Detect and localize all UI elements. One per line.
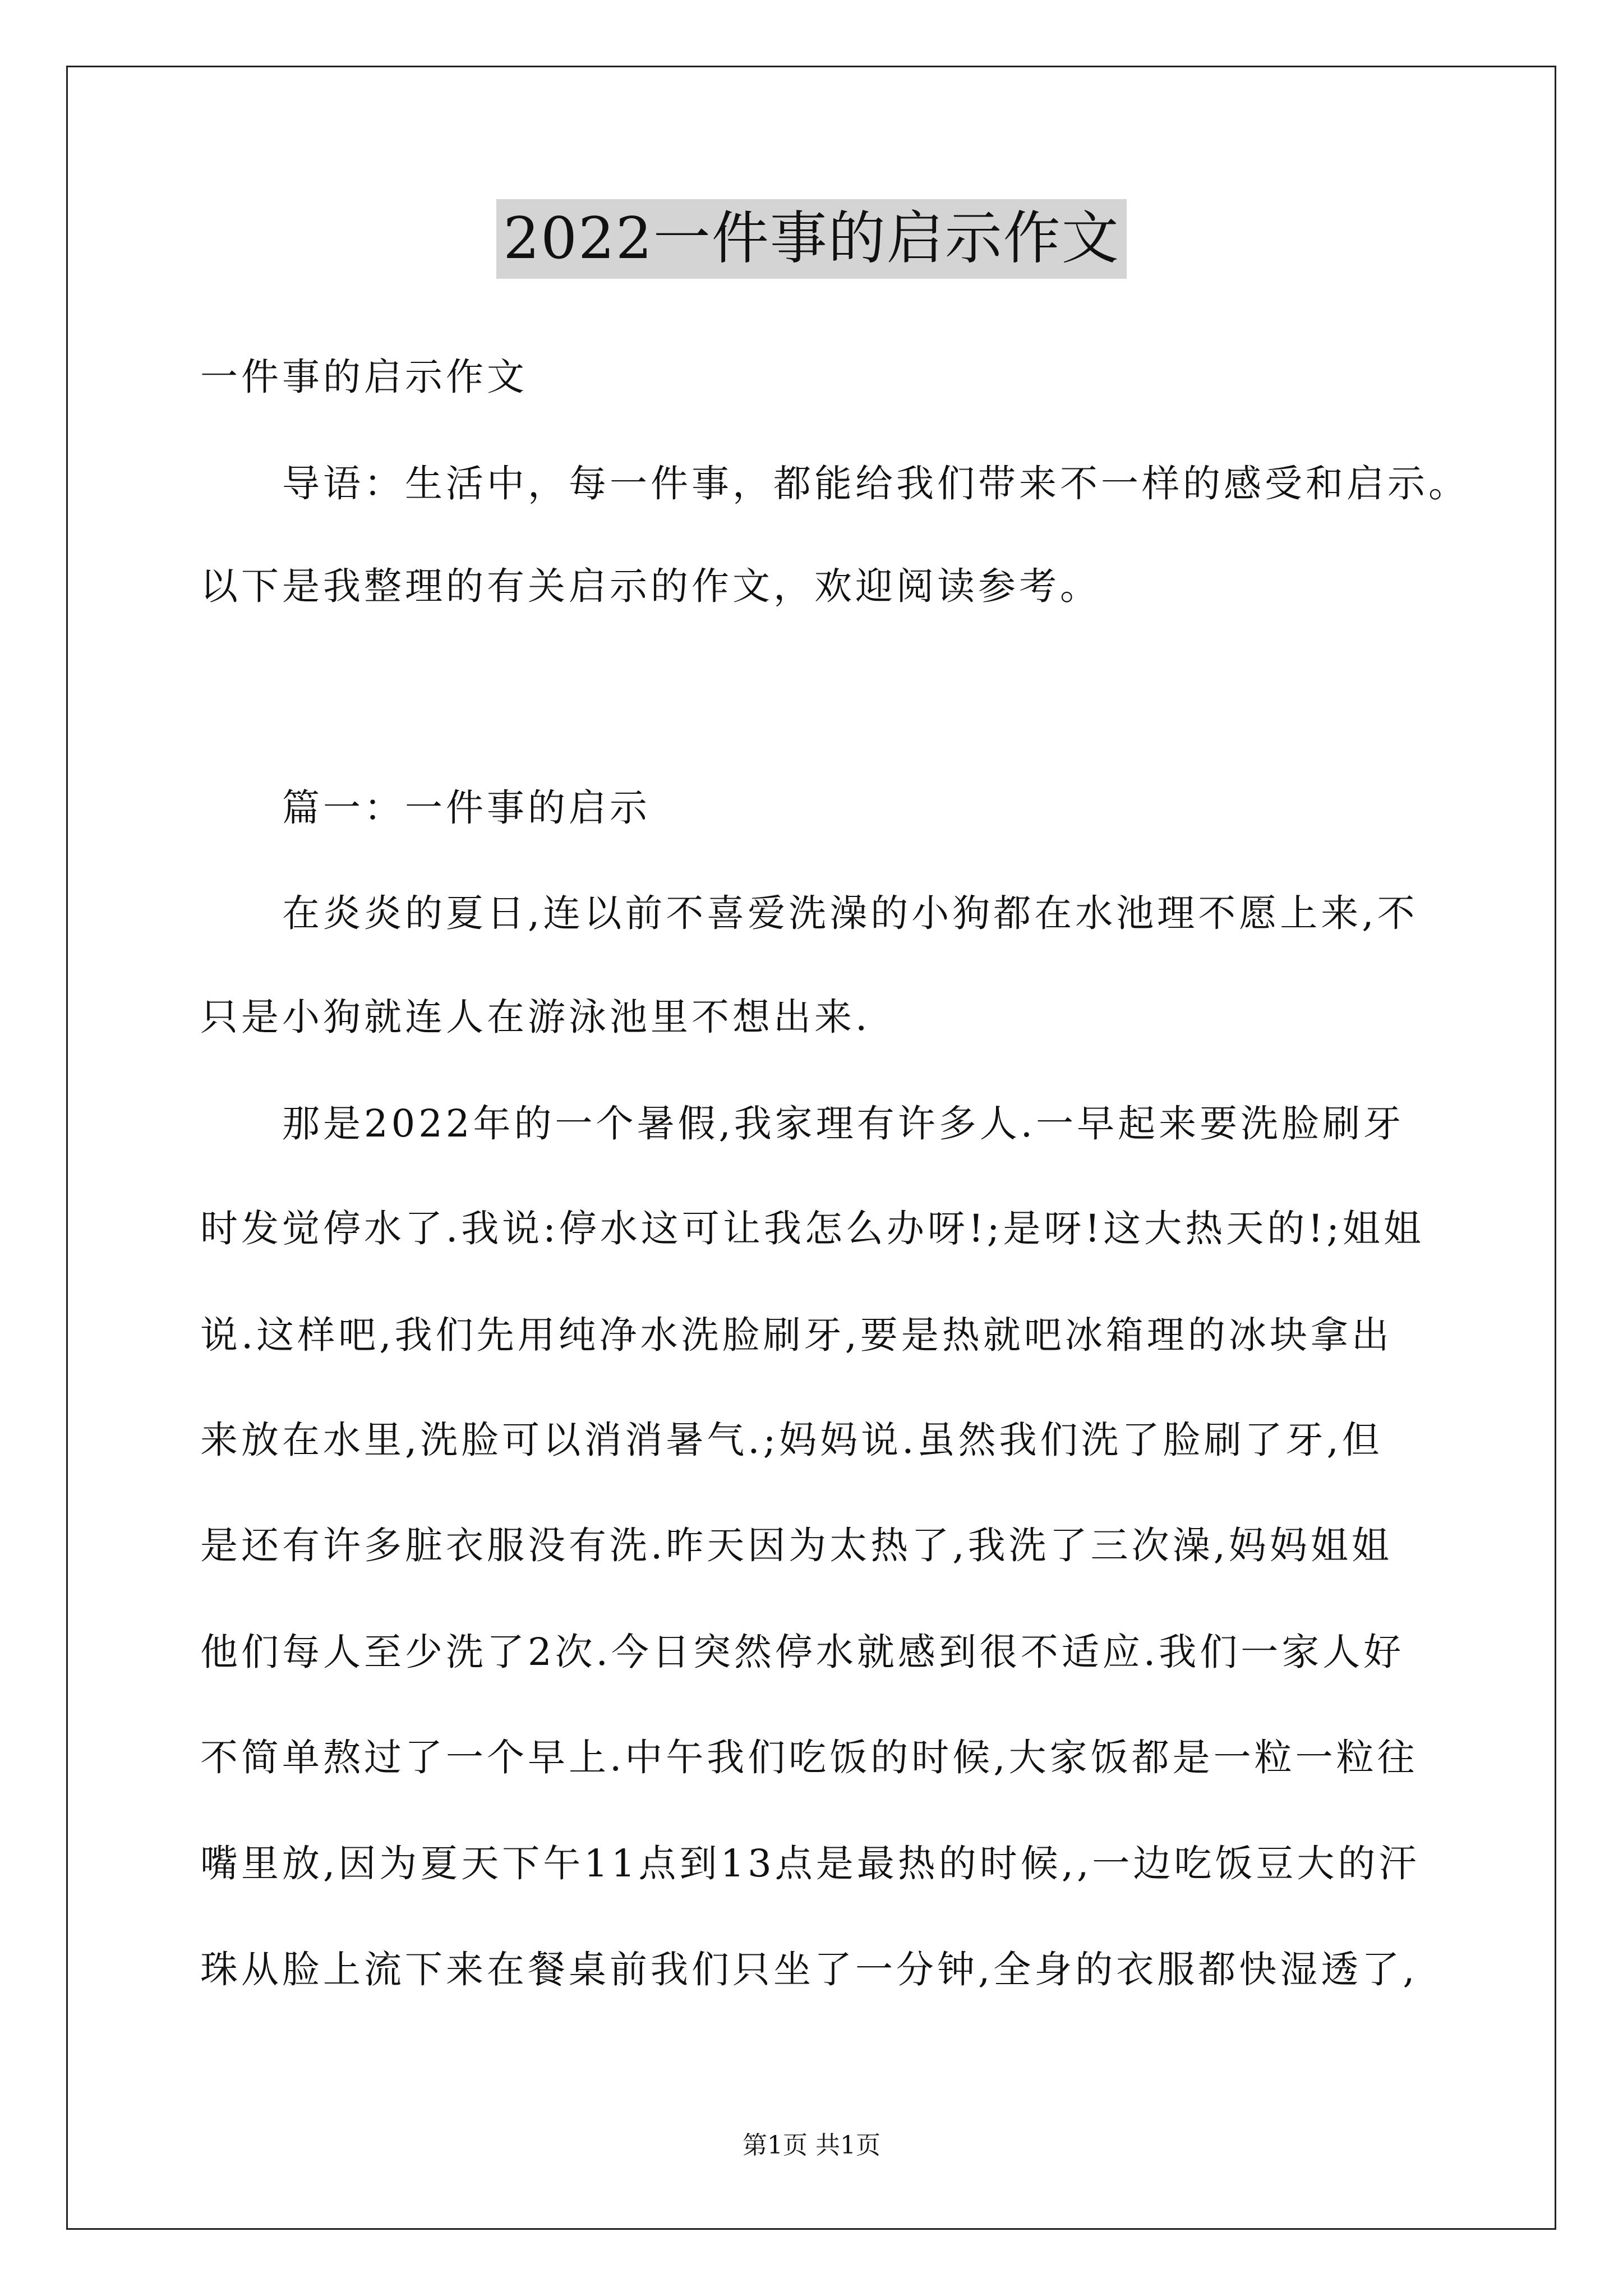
intro-line: 以下是我整理的有关启示的作文，欢迎阅读参考。 <box>200 564 1101 608</box>
title-container <box>0 199 1623 279</box>
paragraph-line: 那是2022年的一个暑假,我家理有许多人.一早起来要洗脸刷牙 <box>282 1102 1405 1145</box>
paragraph-line: 珠从脸上流下来在餐桌前我们只坐了一分钟,全身的衣服都快湿透了, <box>200 1948 1418 1991</box>
paragraph-line: 他们每人至少洗了2次.今日突然停水就感到很不适应.我们一家人好 <box>200 1630 1405 1674</box>
paragraph-line: 嘴里放,因为夏天下午11点到13点是最热的时候,,一边吃饭豆大的汗 <box>200 1842 1420 1885</box>
paragraph-line: 在炎炎的夏日,连以前不喜爱洗澡的小狗都在水池理不愿上来,不 <box>282 891 1418 935</box>
paragraph-line: 来放在水里,洗脸可以消消暑气.;妈妈说.虽然我们洗了脸刷了牙,但 <box>200 1418 1383 1462</box>
paragraph-line: 只是小狗就连人在游泳池里不想出来. <box>200 995 871 1039</box>
subtitle: 一件事的启示作文 <box>200 355 528 399</box>
section-heading: 篇一：一件事的启示 <box>282 786 651 830</box>
intro-line: 导语：生活中，每一件事，都能给我们带来不一样的感受和启示。 <box>282 462 1469 505</box>
document-title: 2022一件事的启示作文 <box>496 199 1127 279</box>
paragraph-line: 时发觉停水了.我说:停水这可让我怎么办呀!;是呀!这大热天的!;姐姐 <box>200 1207 1424 1250</box>
paragraph-line: 说.这样吧,我们先用纯净水洗脸刷牙,要是热就吧冰箱理的冰块拿出 <box>200 1313 1393 1357</box>
page-footer: 第1页 共1页 <box>743 2131 880 2160</box>
paragraph-line: 不简单熬过了一个早上.中午我们吃饭的时候,大家饭都是一粒一粒往 <box>200 1736 1418 1779</box>
paragraph-line: 是还有许多脏衣服没有洗.昨天因为太热了,我洗了三次澡,妈妈姐姐 <box>200 1524 1393 1567</box>
